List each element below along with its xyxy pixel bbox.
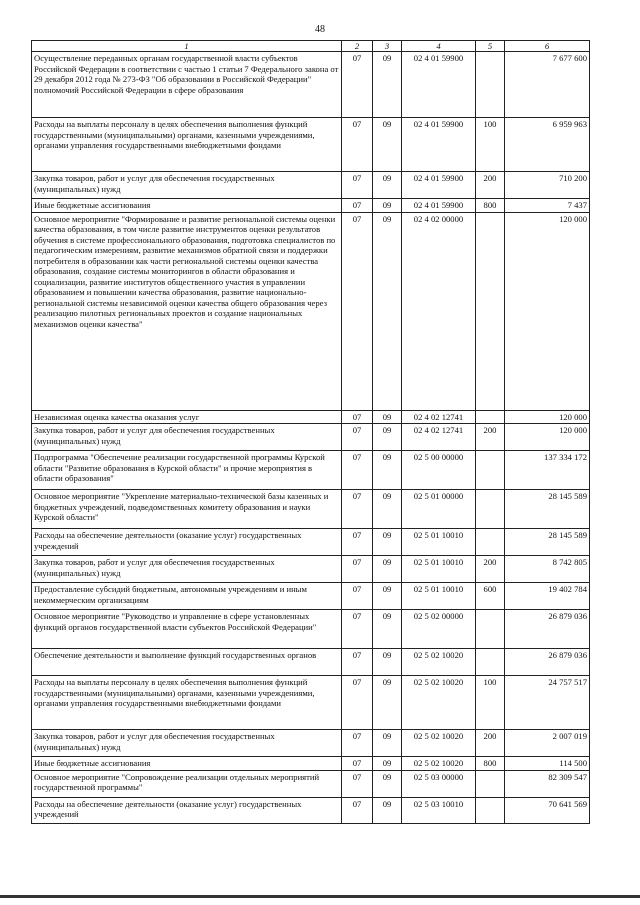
row-target-code: 02 5 02 10020: [402, 757, 476, 770]
row-target-code: 02 5 02 10020: [402, 730, 476, 757]
table-row: [32, 451, 590, 490]
row-section: 07: [342, 199, 373, 212]
row-subsection: 09: [373, 451, 402, 490]
row-target-code: 02 5 01 00000: [402, 490, 476, 529]
row-subsection: 09: [373, 172, 402, 199]
row-section: 07: [342, 730, 373, 757]
row-expense-type: [476, 797, 505, 823]
row-target-code: 02 4 01 59900: [402, 52, 476, 118]
header-subsection: 3: [373, 41, 402, 52]
row-section: 07: [342, 529, 373, 556]
table-row: [32, 212, 590, 410]
row-section: 07: [342, 757, 373, 770]
row-expense-type: [476, 649, 505, 676]
row-subsection: 09: [373, 199, 402, 212]
row-name: Осуществление переданных органам государственной власти субъектов Российской Федерации в соответствии с частью 1 статьи 7 Федерального закона от 29 декабря 2012 года № 273-ФЗ "Об образовании в Российской Федерации" полномочий Российской Федерации в сфере образования: [32, 52, 342, 118]
table-header-row: [32, 41, 590, 52]
row-name: Закупка товаров, работ и услуг для обеспечения государственных (муниципальных) нужд: [32, 172, 342, 199]
table-row: [32, 199, 590, 212]
row-name: Основное мероприятие "Сопровождение реализации отдельных мероприятий государственной программы": [32, 770, 342, 797]
row-expense-type: 200: [476, 556, 505, 583]
table-row: [32, 490, 590, 529]
header-amount: 6: [505, 41, 590, 52]
row-name: Предоставление субсидий бюджетным, автономным учреждениям и иным некоммерческим организациям: [32, 583, 342, 610]
row-name: Независимая оценка качества оказания услуг: [32, 410, 342, 423]
row-subsection: 09: [373, 424, 402, 451]
row-target-code: 02 4 02 12741: [402, 410, 476, 423]
row-expense-type: 200: [476, 730, 505, 757]
row-amount: 6 959 963: [505, 118, 590, 172]
row-section: 07: [342, 770, 373, 797]
row-expense-type: 600: [476, 583, 505, 610]
row-target-code: 02 4 01 59900: [402, 118, 476, 172]
table-row: [32, 529, 590, 556]
row-subsection: 09: [373, 757, 402, 770]
row-expense-type: [476, 52, 505, 118]
row-subsection: 09: [373, 556, 402, 583]
row-subsection: 09: [373, 52, 402, 118]
row-target-code: 02 5 02 00000: [402, 610, 476, 649]
row-expense-type: [476, 490, 505, 529]
row-name: Обеспечение деятельности и выполнение функций государственных органов: [32, 649, 342, 676]
row-target-code: 02 5 01 10010: [402, 529, 476, 556]
table-row: [32, 757, 590, 770]
row-expense-type: [476, 529, 505, 556]
row-target-code: 02 4 01 59900: [402, 172, 476, 199]
row-name: Закупка товаров, работ и услуг для обеспечения государственных (муниципальных) нужд: [32, 424, 342, 451]
row-target-code: 02 5 00 00000: [402, 451, 476, 490]
row-target-code: 02 4 02 12741: [402, 424, 476, 451]
row-section: 07: [342, 556, 373, 583]
row-subsection: 09: [373, 212, 402, 410]
row-expense-type: 200: [476, 424, 505, 451]
row-section: 07: [342, 610, 373, 649]
row-expense-type: [476, 410, 505, 423]
row-section: 07: [342, 797, 373, 823]
row-name: Основное мероприятие "Руководство и управление в сфере установленных функций органов государственной власти субъектов Российской Федерации": [32, 610, 342, 649]
header-target-code: 4: [402, 41, 476, 52]
table-row: [32, 172, 590, 199]
row-amount: 710 200: [505, 172, 590, 199]
row-amount: 120 000: [505, 410, 590, 423]
row-section: 07: [342, 649, 373, 676]
row-amount: 19 402 784: [505, 583, 590, 610]
row-section: 07: [342, 118, 373, 172]
row-name: Расходы на обеспечение деятельности (оказание услуг) государственных учреждений: [32, 529, 342, 556]
row-name: Иные бюджетные ассигнования: [32, 199, 342, 212]
header-name: 1: [32, 41, 342, 52]
row-target-code: 02 4 02 00000: [402, 212, 476, 410]
row-name: Иные бюджетные ассигнования: [32, 757, 342, 770]
row-amount: 28 145 589: [505, 529, 590, 556]
row-section: 07: [342, 410, 373, 423]
row-expense-type: [476, 770, 505, 797]
row-expense-type: 200: [476, 172, 505, 199]
row-name: Расходы на выплаты персоналу в целях обеспечения выполнения функций государственными (муниципальными) органами, казенными учреждениями, органами управления государственными внебюджетными фондами: [32, 676, 342, 730]
row-amount: 26 879 036: [505, 649, 590, 676]
row-expense-type: 100: [476, 118, 505, 172]
table-row: [32, 770, 590, 797]
row-name: Подпрограмма "Обеспечение реализации государственной программы Курской области "Развитие образования в Курской области" и прочие мероприятия в области образования": [32, 451, 342, 490]
table-row: [32, 52, 590, 118]
table-row: [32, 583, 590, 610]
row-expense-type: 800: [476, 757, 505, 770]
row-amount: 24 757 517: [505, 676, 590, 730]
table-row: [32, 649, 590, 676]
row-target-code: 02 5 01 10010: [402, 583, 476, 610]
row-subsection: 09: [373, 410, 402, 423]
row-subsection: 09: [373, 583, 402, 610]
row-expense-type: [476, 451, 505, 490]
row-amount: 8 742 805: [505, 556, 590, 583]
row-section: 07: [342, 52, 373, 118]
row-subsection: 09: [373, 770, 402, 797]
row-amount: 137 334 172: [505, 451, 590, 490]
scan-edge-line: [0, 895, 640, 898]
row-expense-type: 100: [476, 676, 505, 730]
page-number: 48: [315, 24, 325, 35]
header-expense-type: 5: [476, 41, 505, 52]
row-amount: 28 145 589: [505, 490, 590, 529]
row-amount: 2 007 019: [505, 730, 590, 757]
row-section: 07: [342, 424, 373, 451]
row-section: 07: [342, 212, 373, 410]
row-amount: 7 677 600: [505, 52, 590, 118]
row-subsection: 09: [373, 676, 402, 730]
row-section: 07: [342, 172, 373, 199]
row-subsection: 09: [373, 730, 402, 757]
row-target-code: 02 5 02 10020: [402, 649, 476, 676]
table-row: [32, 424, 590, 451]
row-section: 07: [342, 490, 373, 529]
row-target-code: 02 5 03 00000: [402, 770, 476, 797]
table-row: [32, 676, 590, 730]
table-row: [32, 797, 590, 823]
table-row: [32, 556, 590, 583]
row-name: Основное мероприятие "Укрепление материально-технической базы казенных и бюджетных учреждений, подведомственных комитету образования и науки Курской области": [32, 490, 342, 529]
row-name: Закупка товаров, работ и услуг для обеспечения государственных (муниципальных) нужд: [32, 730, 342, 757]
row-name: Основное мероприятие "Формирование и развитие региональной системы оценки качества образования, в том числе развитие инструментов оценки результатов обучения в системе профессионального образования, подготовка специалистов по педагогическим измерениям, развитие механизмов обратной связи и поддержки потребителя в образовании как части региональной системы оценки качества образования, создание системы мониторингов в области образования и социализации, развитие институтов общественного участия в управлении образованием и повышении качества образования, развитие национально- региональной системы независимой оценки качества общего образования через реализацию пилотных региональных проектов и создание национальных механизмов оценки качества": [32, 212, 342, 410]
table-row: [32, 410, 590, 423]
row-expense-type: 800: [476, 199, 505, 212]
table-row: [32, 730, 590, 757]
row-subsection: 09: [373, 118, 402, 172]
row-name: Расходы на обеспечение деятельности (оказание услуг) государственных учреждений: [32, 797, 342, 823]
row-subsection: 09: [373, 529, 402, 556]
row-amount: 26 879 036: [505, 610, 590, 649]
row-amount: 7 437: [505, 199, 590, 212]
row-subsection: 09: [373, 490, 402, 529]
row-amount: 82 309 547: [505, 770, 590, 797]
row-subsection: 09: [373, 797, 402, 823]
row-expense-type: [476, 610, 505, 649]
row-target-code: 02 5 03 10010: [402, 797, 476, 823]
row-amount: 120 000: [505, 212, 590, 410]
row-amount: 114 500: [505, 757, 590, 770]
row-expense-type: [476, 212, 505, 410]
row-amount: 120 000: [505, 424, 590, 451]
header-section: 2: [342, 41, 373, 52]
row-section: 07: [342, 583, 373, 610]
row-section: 07: [342, 451, 373, 490]
row-target-code: 02 5 02 10020: [402, 676, 476, 730]
row-subsection: 09: [373, 610, 402, 649]
row-subsection: 09: [373, 649, 402, 676]
table-row: [32, 610, 590, 649]
row-section: 07: [342, 676, 373, 730]
row-target-code: 02 4 01 59900: [402, 199, 476, 212]
budget-table: [31, 40, 590, 824]
row-target-code: 02 5 01 10010: [402, 556, 476, 583]
table-row: [32, 118, 590, 172]
row-name: Расходы на выплаты персоналу в целях обеспечения выполнения функций государственными (муниципальными) органами, казенными учреждениями, органами управления государственными внебюджетными фондами: [32, 118, 342, 172]
row-amount: 70 641 569: [505, 797, 590, 823]
row-name: Закупка товаров, работ и услуг для обеспечения государственных (муниципальных) нужд: [32, 556, 342, 583]
